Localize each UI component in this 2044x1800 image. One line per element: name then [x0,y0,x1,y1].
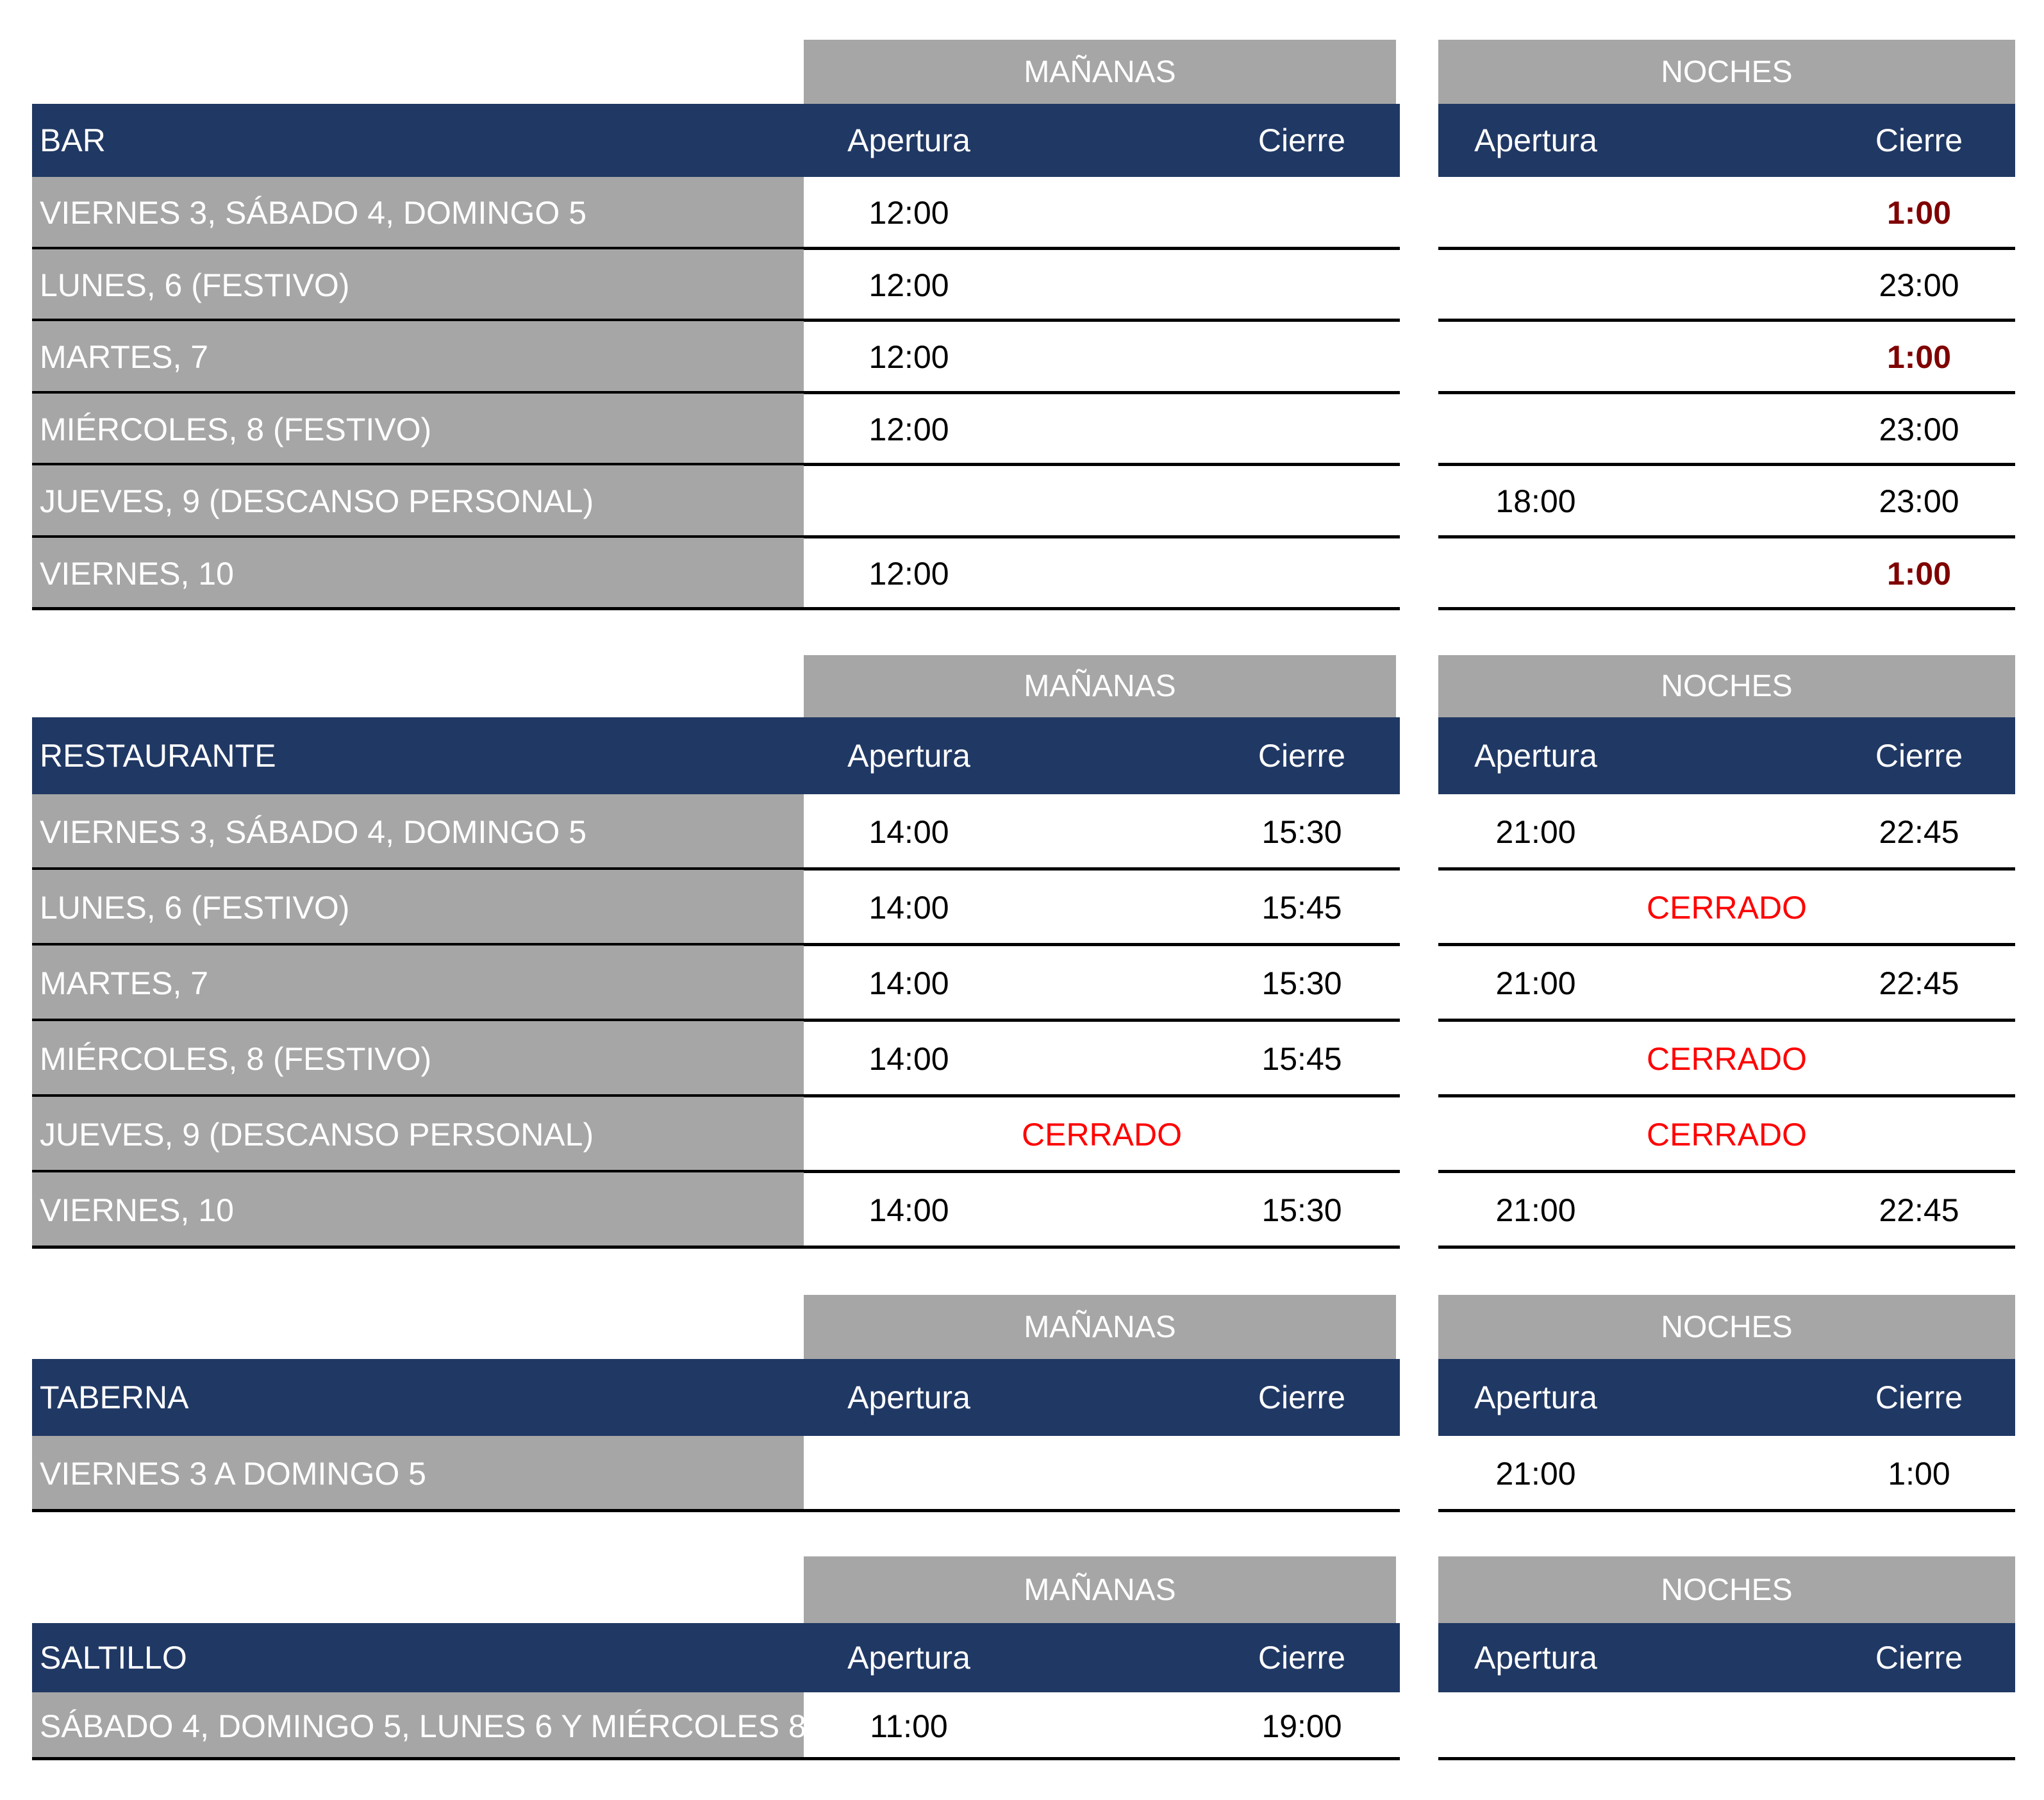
row-divider [32,1757,1400,1760]
night-close-header: Cierre [1875,1640,1963,1676]
morning-open-time: 12:00 [868,339,949,376]
night-close-header: Cierre [1875,738,1963,774]
morning-open-time: 14:00 [868,890,949,926]
morning-close-time: 15:30 [1261,965,1342,1001]
morning-open-header: Apertura [847,122,970,158]
day-label: SÁBADO 4, DOMINGO 5, LUNES 6 Y MIÉRCOLES 8 [40,1708,806,1744]
night-close-header: Cierre [1875,122,1963,158]
night-close-header: Cierre [1875,1379,1963,1415]
morning-open-time: 14:00 [868,965,949,1001]
night-open-time: 21:00 [1495,965,1576,1001]
morning-open-time: 12:00 [868,195,949,231]
night-closed-label: CERRADO [1646,890,1807,926]
morning-close-time [1206,249,1398,322]
night-open-time: 21:00 [1495,1456,1576,1492]
day-label: MIÉRCOLES, 8 (FESTIVO) [40,411,432,447]
morning-close-time: 15:30 [1261,814,1342,850]
morning-close-time: 15:45 [1261,1041,1342,1077]
schedule-section-taberna [0,1295,2044,1515]
night-open-time [1440,177,1632,249]
morning-open-time: 12:00 [868,267,949,303]
morning-close-time [1206,465,1398,538]
night-close-time: 22:45 [1879,965,1959,1001]
night-open-time [1440,249,1632,322]
night-open-time [1440,321,1632,394]
morning-close-header: Cierre [1258,122,1346,158]
morning-open-time: 11:00 [870,1708,948,1744]
day-label: VIERNES 3 A DOMINGO 5 [40,1456,426,1492]
morning-open-time: 14:00 [868,1041,949,1077]
morning-close-time: 19:00 [1261,1708,1342,1744]
night-open-time [1440,1692,1632,1760]
night-close-time: 1:00 [1886,339,1952,376]
row-divider [32,1509,1400,1512]
night-open-header: Apertura [1474,1640,1597,1676]
day-label: MARTES, 7 [40,965,209,1001]
night-close-time: 23:00 [1879,483,1959,520]
morning-open-time: 14:00 [868,814,949,850]
row-divider-night [1438,1509,2015,1512]
row-divider-night [1438,1757,2015,1760]
morning-close-time: 15:45 [1261,890,1342,926]
schedule-section-saltillo [0,1556,2044,1763]
day-label: JUEVES, 9 (DESCANSO PERSONAL) [40,483,594,520]
night-close-time: 1:00 [1886,195,1952,231]
morning-closed-label: CERRADO [1021,1117,1183,1153]
night-open-header: Apertura [1474,738,1597,774]
section-header-bar [32,104,1400,177]
morning-open-header: Apertura [847,1379,970,1415]
day-label: VIERNES, 10 [40,1192,234,1228]
row-divider-night [1438,1246,2015,1249]
morning-period-header: MAÑANAS [804,1556,1396,1623]
morning-close-header: Cierre [1258,1379,1346,1415]
day-label: LUNES, 6 (FESTIVO) [40,890,350,926]
day-label: MARTES, 7 [40,339,209,376]
morning-close-time [1206,321,1398,394]
day-label: MIÉRCOLES, 8 (FESTIVO) [40,1041,432,1077]
night-period-header: NOCHES [1438,40,2015,104]
morning-open-time: 12:00 [868,411,949,447]
morning-open-time [813,1436,1005,1512]
row-divider [32,1246,1400,1249]
morning-open-header: Apertura [847,1640,970,1676]
section-header-bar [32,1623,1400,1692]
day-label: VIERNES 3, SÁBADO 4, DOMINGO 5 [40,814,587,850]
schedule-section-bar [0,40,2044,613]
night-open-time: 21:00 [1495,1192,1576,1228]
morning-close-time [1206,394,1398,466]
night-close-time: 1:00 [1888,1456,1950,1492]
morning-close-header: Cierre [1258,738,1346,774]
schedule-section-restaurante [0,655,2044,1251]
night-closed-label: CERRADO [1646,1117,1807,1153]
morning-close-time [1206,1436,1398,1512]
night-open-header: Apertura [1474,122,1597,158]
night-open-time [1440,394,1632,466]
row-divider-night [1438,607,2015,610]
night-open-header: Apertura [1474,1379,1597,1415]
night-close-time: 22:45 [1879,1192,1959,1228]
morning-open-time [813,465,1005,538]
morning-close-time [1206,538,1398,610]
night-open-time [1440,538,1632,610]
night-period-header: NOCHES [1438,1295,2015,1359]
morning-open-header: Apertura [847,738,970,774]
day-label: JUEVES, 9 (DESCANSO PERSONAL) [40,1117,594,1153]
morning-period-header: MAÑANAS [804,1295,1396,1359]
morning-open-time: 12:00 [868,555,949,592]
day-label: VIERNES, 10 [40,555,234,592]
night-close-time: 1:00 [1886,555,1952,592]
day-label: LUNES, 6 (FESTIVO) [40,267,350,303]
night-period-header: NOCHES [1438,655,2015,717]
morning-open-time: 14:00 [868,1192,949,1228]
morning-close-header: Cierre [1258,1640,1346,1676]
morning-period-header: MAÑANAS [804,655,1396,717]
section-title: TABERNA [40,1379,189,1415]
morning-close-time: 15:30 [1261,1192,1342,1228]
night-close-time [1823,1692,2015,1760]
night-period-header: NOCHES [1438,1556,2015,1623]
section-title: BAR [40,122,106,158]
morning-period-header: MAÑANAS [804,40,1396,104]
section-title: RESTAURANTE [40,738,276,774]
section-header-bar [32,1359,1400,1436]
day-label: VIERNES 3, SÁBADO 4, DOMINGO 5 [40,195,587,231]
night-open-time: 18:00 [1495,483,1576,520]
night-close-time: 23:00 [1879,267,1959,303]
section-title: SALTILLO [40,1640,187,1676]
morning-close-time [1206,177,1398,249]
night-close-time: 23:00 [1879,411,1959,447]
night-close-time: 22:45 [1879,814,1959,850]
row-divider [32,607,1400,610]
night-closed-label: CERRADO [1646,1041,1807,1077]
night-open-time: 21:00 [1495,814,1576,850]
